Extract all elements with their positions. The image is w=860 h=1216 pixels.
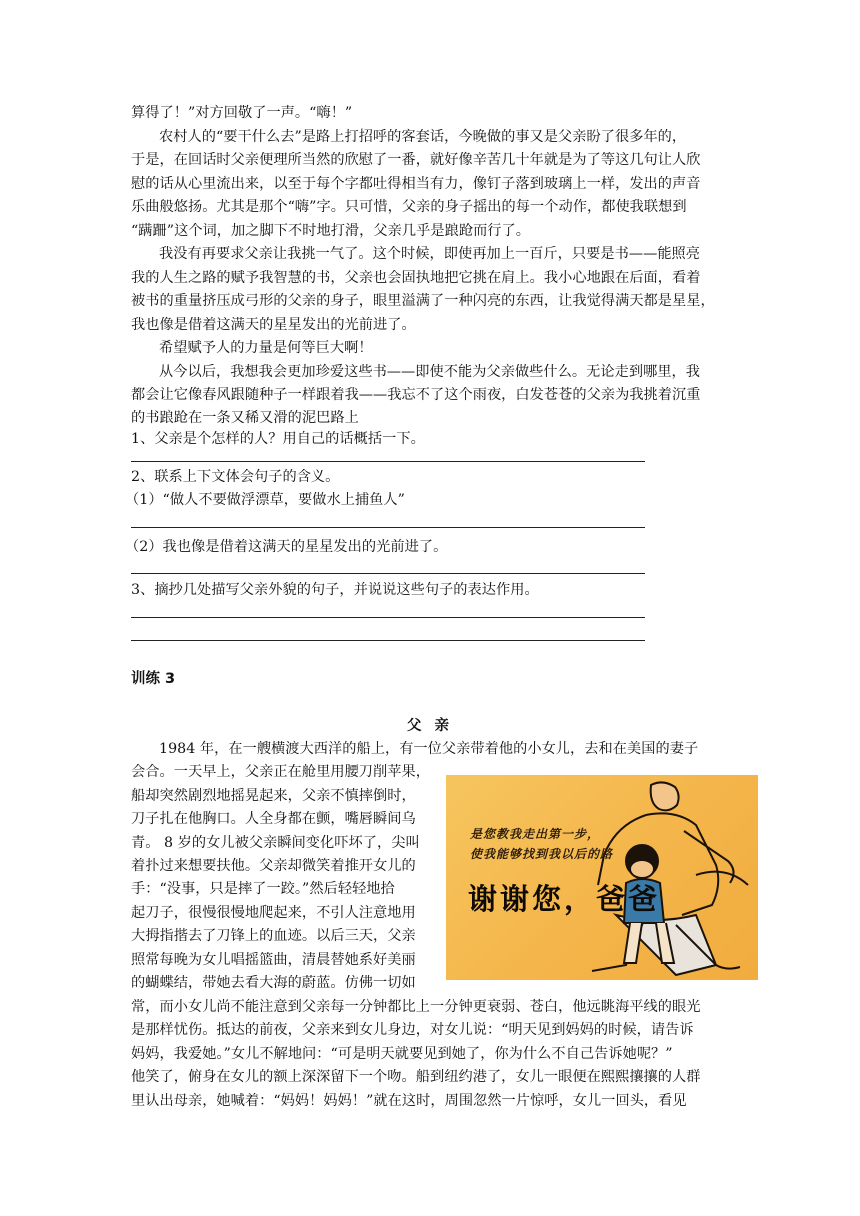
paragraph-line: 我的人生之路的赋予我智慧的书，父亲也会固执地把它挑在肩上。我小心地跟在后面，看着 [131, 270, 701, 286]
paragraph-line: 农村人的“要干什么去”是路上打招呼的客套话，今晚做的事又是父亲盼了很多年的， [159, 129, 687, 145]
answer-line[interactable] [131, 640, 645, 641]
paragraph-line: 我没有再要求父亲让我挑一气了。这个时候，即使再加上一百斤，只要是书——能照亮 [159, 246, 701, 262]
paragraph-line: 照常每晚为女儿唱摇篮曲，清晨替她系好美丽 [131, 952, 416, 968]
paragraph-line: 被书的重量挤压成弓形的父亲的身子，眼里溢满了一种闪亮的东西，让我觉得满天都是星星， [131, 293, 715, 309]
paragraph-line: 希望赋予人的力量是何等巨大啊！ [159, 340, 373, 356]
paragraph-line: 的书踉跄在一条又稀又滑的泥巴路上 [131, 410, 359, 426]
paragraph-line: 着扑过来想要扶他。父亲却微笑着推开女儿的 [131, 858, 416, 874]
paragraph-line: 常，而小女儿尚不能注意到父亲每一分钟都比上一分钟更衰弱、苍白，他远眺海平线的眼光 [131, 999, 701, 1015]
question-2: 2、联系上下文体会句子的含义。 [131, 469, 340, 485]
illustration-caption-2: 使我能够找到我以后的路 [470, 847, 614, 861]
paragraph-line: 里认出母亲，她喊着：“妈妈！妈妈！”就在这时，周围忽然一片惊呼，女儿一回头，看见 [131, 1093, 687, 1109]
paragraph-line: 从今以后，我想我会更加珍爱这些书——即使不能为父亲做些什么。无论走到哪里，我 [159, 364, 701, 380]
paragraph-line: 慰的话从心里流出来，以至于每个字都吐得相当有力，像钉子落到玻璃上一样，发出的声音 [131, 176, 701, 192]
answer-line[interactable] [131, 527, 645, 528]
paragraph-line: 我也像是借着这满天的星星发出的光前进了。 [131, 317, 416, 333]
paragraph-line: 青。 8 岁的女儿被父亲瞬间变化吓坏了，尖叫 [131, 835, 420, 851]
paragraph-line: 都会让它像春风跟随种子一样跟着我——我忘不了这个雨夜，白发苍苍的父亲为我挑着沉重 [131, 387, 701, 403]
paragraph-line: 乐曲般悠扬。尤其是那个“嗨”字。只可惜，父亲的身子摇出的每一个动作，都使我联想到 [131, 199, 687, 215]
section-heading: 训练 3 [131, 671, 176, 687]
paragraph-line: 大拇指揩去了刀锋上的血迹。以后三天，父亲 [131, 928, 416, 944]
paragraph-line: 手：“没事，只是摔了一跤。”然后轻轻地拾 [131, 881, 395, 897]
question-1: 1、父亲是个怎样的人？用自己的话概括一下。 [131, 431, 425, 447]
paragraph-line: 他笑了，俯身在女儿的额上深深留下一个吻。船到纽约港了，女儿一眼便在熙熙攘攘的人群 [131, 1069, 701, 1085]
question-3: 3、摘抄几处描写父亲外貌的句子，并说说这些句子的表达作用。 [131, 582, 539, 598]
illustration-caption-main: 谢谢您，爸爸 [468, 882, 661, 916]
answer-line[interactable] [131, 617, 645, 618]
paragraph-line: 是那样忧伤。抵达的前夜，父亲来到女儿身边，对女儿说：“明天见到妈妈的时候，请告诉 [131, 1022, 694, 1038]
article-title: 父 亲 [406, 717, 454, 734]
paragraph-line: 于是，在回话时父亲便理所当然的欣慰了一番，就好像辛苦几十年就是为了等这几句让人欣 [131, 152, 701, 168]
paragraph-line: 起刀子，很慢很慢地爬起来，不引人注意地用 [131, 905, 416, 921]
paragraph-line: 妈妈，我爱她。”女儿不解地问：“可是明天就要见到她了，你为什么不自己告诉她呢？” [131, 1046, 673, 1062]
paragraph-line: 刀子扎在他胸口。人全身都在颤，嘴唇瞬间乌 [131, 811, 416, 827]
illustration-caption-1: 是您教我走出第一步， [470, 827, 601, 841]
paragraph-line: 的蝴蝶结，带她去看大海的蔚蓝。仿佛一切如 [131, 975, 416, 991]
question-2-part-1: （1）“做人不要做浮漂草，要做水上捕鱼人” [125, 492, 405, 508]
question-2-part-2: （2）我也像是借着这满天的星星发出的光前进了。 [125, 539, 448, 555]
paragraph-line: “蹒跚”这个词，加之脚下不时地打滑，父亲几乎是踉跄而行了。 [131, 223, 531, 239]
father-child-illustration [446, 775, 758, 980]
paragraph-line: 会合。一天早上，父亲正在舱里用腰刀削苹果， [131, 764, 430, 780]
paragraph-line: 船却突然剧烈地摇晃起来，父亲不慎摔倒时， [131, 788, 416, 804]
paragraph-line: 算得了！”对方回敬了一声。“嗨！” [131, 105, 353, 121]
paragraph-line: 1984 年，在一艘横渡大西洋的船上，有一位父亲带着他的小女儿，去和在美国的妻子 [159, 741, 699, 757]
answer-line[interactable] [131, 573, 645, 574]
answer-line[interactable] [131, 461, 645, 462]
